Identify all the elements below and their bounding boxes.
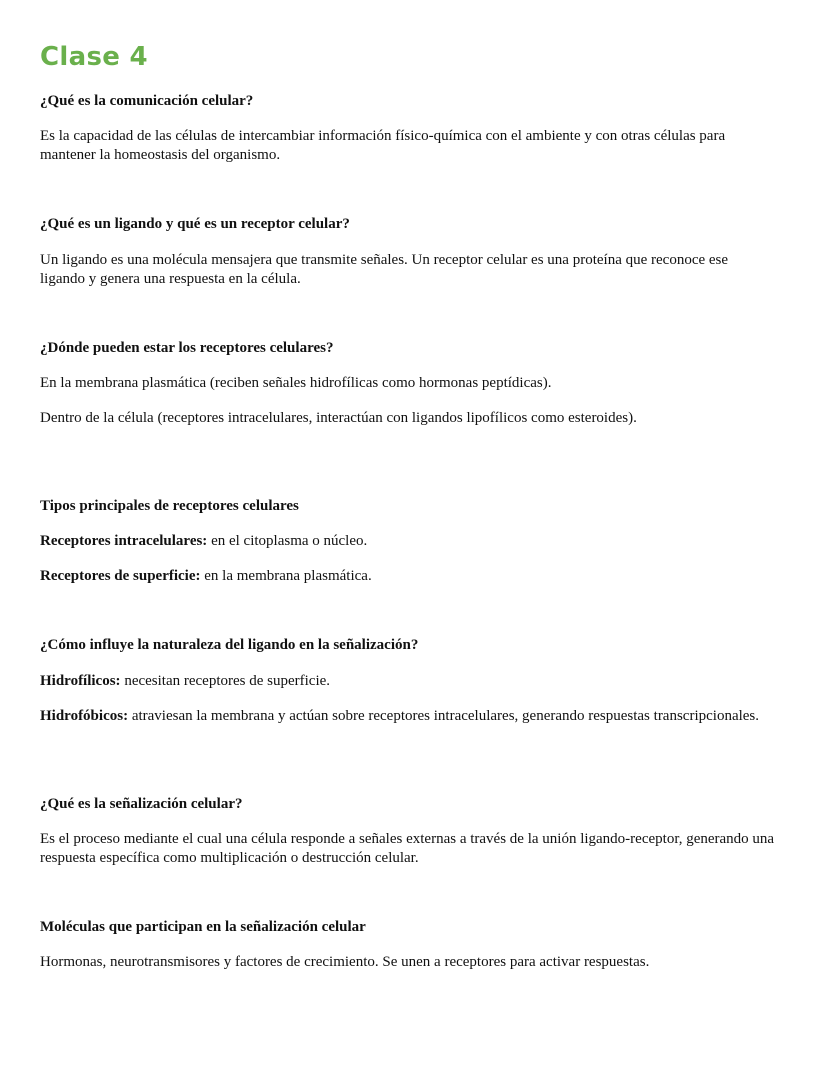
term-description: en la membrana plasmática. [200, 568, 372, 584]
term-label: Hidrofóbicos: [40, 708, 129, 724]
page-title: Clase 4 [40, 42, 148, 72]
section-text-ligando-receptor: Un ligando es una molécula mensajera que transmite señales. Un receptor celular es una proteína que reconoce ese ligando y genera una respuesta en la célula. [40, 252, 729, 287]
section-text-membrana: En la membrana plasmática (reciben señales hidrofílicas como hormonas peptídicas). [40, 375, 552, 391]
term-label: Receptores intracelulares: [40, 533, 208, 549]
section-heading-tipos-receptores: Tipos principales de receptores celulares [40, 498, 299, 514]
section-text-comunicacion: Es la capacidad de las células de intercambiar información físico-química con el ambiente y con otras células para mantener la homeostasis del organismo. [40, 128, 726, 163]
list-item-receptores-superficie [40, 567, 770, 586]
term-description: necesitan receptores de superficie. [120, 673, 331, 689]
section-text-moleculas: Hormonas, neurotransmisores y factores de crecimiento. Se unen a receptores para activar respuestas. [40, 954, 650, 970]
term-label: Hidrofílicos: [40, 673, 121, 689]
section-heading-naturaleza-ligando: ¿Cómo influye la naturaleza del ligando en la señalización? [40, 637, 419, 653]
list-item-hidrofilicos [40, 672, 770, 691]
section-heading-moleculas: Moléculas que participan en la señalización celular [40, 919, 366, 935]
term-label: Receptores de superficie: [40, 568, 201, 584]
section-heading-senalizacion: ¿Qué es la señalización celular? [40, 796, 243, 812]
list-item-receptores-intracelulares [40, 532, 770, 551]
section-heading-comunicacion: ¿Qué es la comunicación celular? [40, 93, 254, 109]
section-text-senalizacion: Es el proceso mediante el cual una célula responde a señales externas a través de la unión ligando-receptor, generando una respuesta específica como multiplicación o destrucción celular. [40, 831, 775, 866]
list-item-hidrofobicos [40, 707, 770, 726]
section-heading-ligando-receptor: ¿Qué es un ligando y qué es un receptor celular? [40, 216, 350, 232]
section-heading-ubicacion-receptores: ¿Dónde pueden estar los receptores celulares? [40, 340, 334, 356]
term-description: atraviesan la membrana y actúan sobre receptores intracelulares, generando respuestas transcripcionales. [128, 708, 760, 724]
section-text-intracelular: Dentro de la célula (receptores intracelulares, interactúan con ligandos lipofílicos como esteroides). [40, 410, 637, 426]
term-description: en el citoplasma o núcleo. [207, 533, 368, 549]
